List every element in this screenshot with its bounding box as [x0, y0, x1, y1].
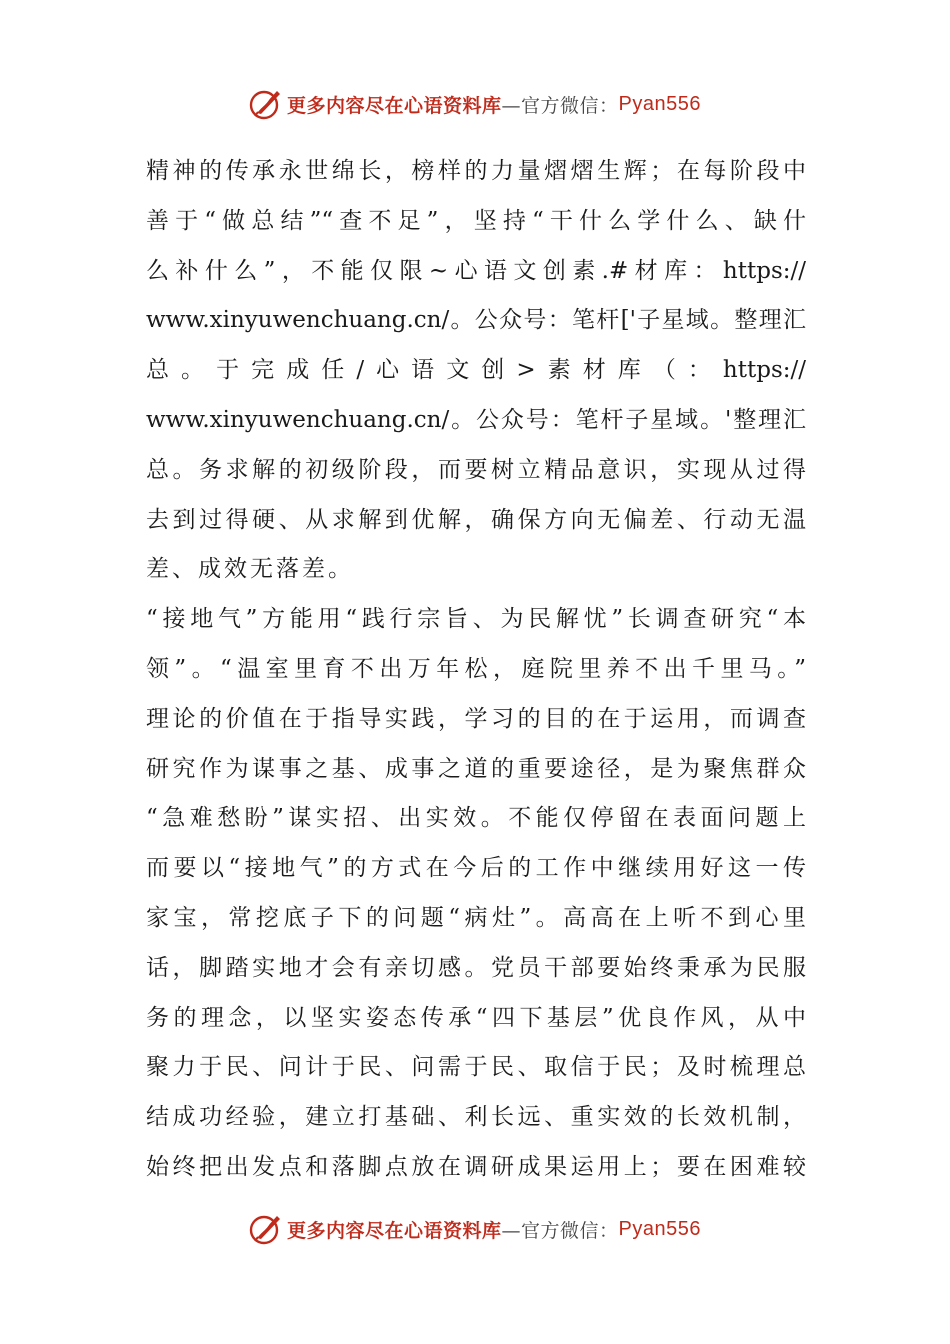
footer-banner-title: 更多内容尽在心语资料库	[287, 1219, 502, 1242]
body-line: “接地气”方能用“践行宗旨、为民解忧”长调查研究“本	[146, 606, 806, 633]
body-line: 理论的价值在于指导实践，学习的目的在于运用，而调查	[146, 705, 806, 732]
body-line: 结成功经验，建立打基础、利长远、重实效的长效机制，	[146, 1104, 806, 1131]
body-line: 么补什么”，不能仅限~心语文创素.#材库：https://	[146, 257, 806, 284]
header-banner-wechat-label: —官方微信：	[501, 94, 619, 117]
body-line: www.xinyuwenchuang.cn/。公众号：笔杆['子星域。整理汇	[146, 307, 806, 334]
header-banner-wechat-id: Pyan556	[618, 92, 701, 115]
footer-banner	[0, 1209, 950, 1249]
body-line: www.xinyuwenchuang.cn/。公众号：笔杆子星域。'整理汇	[146, 406, 806, 433]
body-line: “急难愁盼”谋实招、出实效。不能仅停留在表面问题上	[146, 805, 806, 832]
body-line: 始终把出发点和落脚点放在调研成果运用上；要在困难较	[146, 1153, 806, 1180]
header-banner-title: 更多内容尽在心语资料库	[287, 94, 502, 117]
body-line: 聚力于民、问计于民、问需于民、取信于民；及时梳理总	[146, 1054, 806, 1081]
body-line: 研究作为谋事之基、成事之道的重要途径，是为聚焦群众	[146, 755, 806, 782]
body-line: 差、成效无落差。	[146, 556, 354, 583]
body-line: 总。于完成任/心语文创>素材库（：https://	[146, 357, 806, 384]
body-line: 精神的传承永世绵长，榜样的力量熠熠生辉；在每阶段中	[146, 158, 806, 184]
body-line: 话，脚踏实地才会有亲切感。党员干部要始终秉承为民服	[146, 954, 806, 981]
body-line: 善于“做总结”“查不足”，坚持“干什么学什么、缺什	[146, 207, 806, 234]
quill-logo-icon	[249, 1212, 283, 1246]
body-line: 领”。“温室里育不出万年松，庭院里养不出千里马。”	[146, 655, 806, 682]
body-line: 总。务求解的初级阶段，而要树立精品意识，实现从过得	[146, 456, 806, 483]
document-body	[146, 147, 806, 1193]
header-banner	[0, 84, 950, 124]
body-line: 家宝，常挖底子下的问题“病灶”。高高在上听不到心里	[146, 904, 806, 931]
body-line: 务的理念，以坚实姿态传承“四下基层”优良作风，从中	[146, 1004, 806, 1031]
footer-banner-wechat-id: Pyan556	[618, 1217, 701, 1240]
footer-banner-wechat-label: —官方微信：	[501, 1219, 619, 1242]
body-line: 而要以“接地气”的方式在今后的工作中继续用好这一传	[146, 855, 806, 882]
quill-logo-icon	[249, 87, 283, 121]
body-line: 去到过得硬、从求解到优解，确保方向无偏差、行动无温	[146, 506, 806, 533]
